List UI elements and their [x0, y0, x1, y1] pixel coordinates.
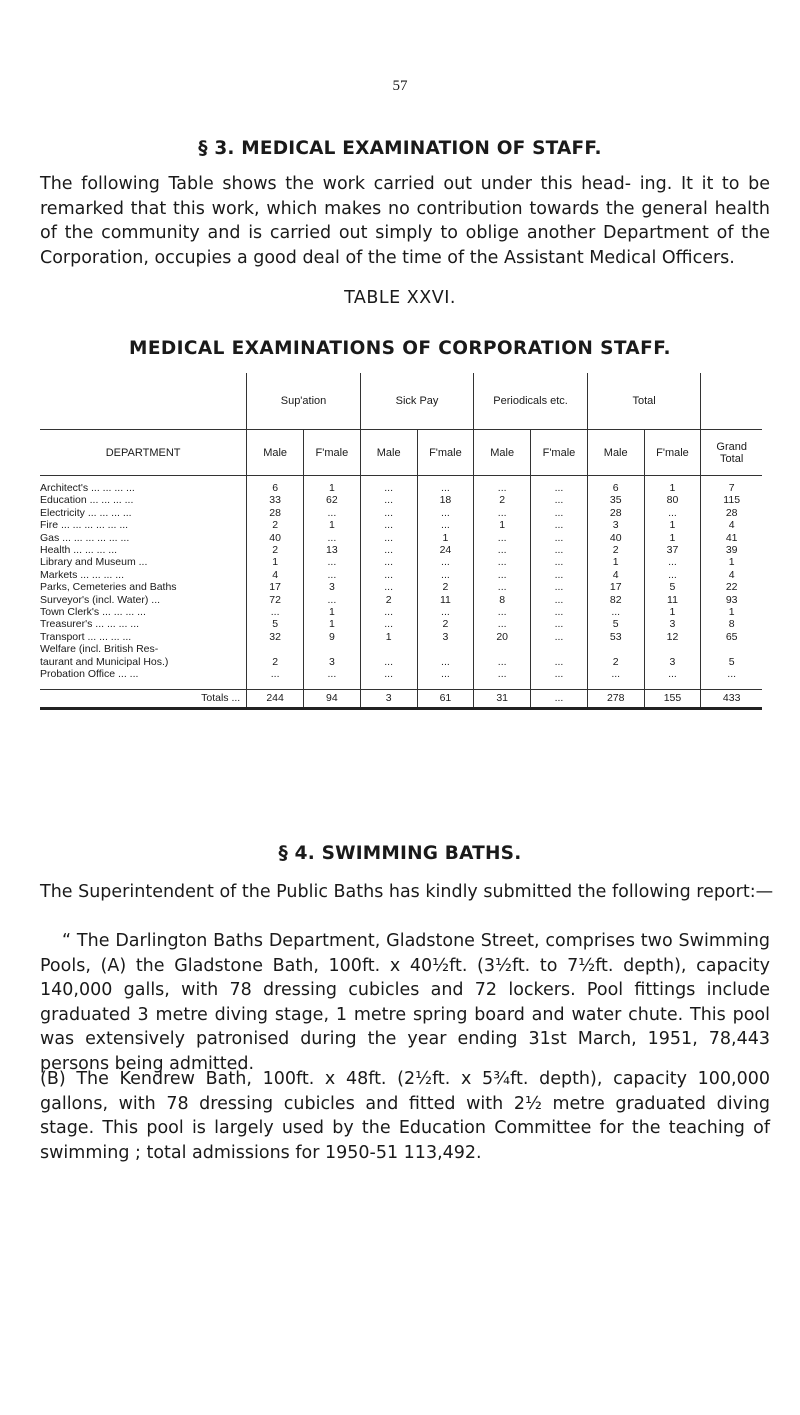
table-cell: ...	[304, 532, 361, 544]
table-cell: 94	[304, 689, 361, 708]
table-cell: 22	[701, 581, 762, 593]
table-cell: 3	[644, 618, 701, 630]
table-cell: 1	[701, 556, 762, 568]
table-row	[40, 606, 762, 618]
table-cell: 28	[587, 507, 644, 519]
table-cell: ...	[304, 594, 361, 606]
department-name: Gas ... ... ... ... ... ...	[40, 531, 130, 544]
table-cell: 13	[304, 544, 361, 556]
table-cell: ...	[360, 556, 417, 568]
table-cell	[417, 643, 474, 655]
table-cell: 5	[587, 618, 644, 630]
table-cell: ...	[304, 668, 361, 680]
table-cell: 41	[701, 532, 762, 544]
group-header-periodicals: Periodicals etc.	[474, 373, 588, 430]
table-cell: 8	[474, 594, 531, 606]
table-cell	[531, 643, 588, 655]
section-3-heading: § 3. MEDICAL EXAMINATION OF STAFF.	[198, 138, 602, 159]
table-cell: 1	[417, 532, 474, 544]
table-cell: 1	[644, 519, 701, 531]
table-cell: 3	[360, 689, 417, 708]
table-cell: ...	[531, 668, 588, 680]
table-cell: ...	[644, 569, 701, 581]
sub-header: F'male	[417, 430, 474, 476]
table-cell: ...	[644, 556, 701, 568]
table-cell: 1	[304, 606, 361, 618]
table-cell: ...	[304, 556, 361, 568]
table-cell: ...	[474, 668, 531, 680]
totals-row	[40, 689, 762, 708]
table-cell: ...	[701, 668, 762, 680]
department-name: Library and Museum ...	[40, 556, 148, 569]
table-cell: 1	[644, 532, 701, 544]
group-header-sick-pay: Sick Pay	[360, 373, 474, 430]
table-cell: ...	[360, 544, 417, 556]
table-row	[40, 631, 762, 643]
group-header-row	[40, 373, 762, 430]
table-row	[40, 507, 762, 519]
table-row	[40, 618, 762, 630]
table-cell: 9	[304, 631, 361, 643]
table-cell: ...	[644, 668, 701, 680]
dept-header-blank	[40, 373, 247, 430]
table-row	[40, 556, 762, 568]
table-cell: 61	[417, 689, 474, 708]
department-name: Architect's ... ... ... ...	[40, 482, 135, 494]
table-cell	[474, 643, 531, 655]
group-header-total: Total	[587, 373, 701, 430]
table-cell: 20	[474, 631, 531, 643]
table-cell: 5	[644, 581, 701, 593]
department-name: Probation Office ... ...	[40, 668, 139, 681]
section-3-paragraph: The following Table shows the work carried out under this head- ing. It it to be remarked that this work, which makes no contribution towards the general health of the community and is carried out simply to oblige another Department of the Corporation, occupies a good deal of the time of the Assistant Medical Officers.	[40, 174, 770, 268]
table-cell: 278	[587, 689, 644, 708]
gladstone-bath-paragraph: “ The Darlington Baths Department, Gladstone Street, comprises two Swimming Pools, (A) the Gladstone Bath, 100ft. x 40½ft. (3½ft. to 7½ft. depth), capacity 140,000 galls, with 78 dressing cubicles and 72 lockers. Pool fittings include graduated 3 metre diving stage, 1 metre spring board and water chute. This pool was extensively patronised during the year ending 31st March, 1951, 78,443 persons being admitted.	[40, 931, 770, 1074]
table-cell: ...	[531, 594, 588, 606]
department-name: Parks, Cemeteries and Baths	[40, 581, 177, 594]
table-cell: 17	[587, 581, 644, 593]
table-cell: ...	[360, 618, 417, 630]
table-cell: 53	[587, 631, 644, 643]
table-row	[40, 594, 762, 606]
table-cell: 244	[247, 689, 304, 708]
table-cell: ...	[474, 544, 531, 556]
department-name: Transport ... ... ... ...	[40, 630, 132, 643]
sub-header: Male	[474, 430, 531, 476]
table-cell: 2	[417, 618, 474, 630]
table-cell: ...	[360, 606, 417, 618]
table-cell: ...	[360, 519, 417, 531]
table-cell: ...	[474, 569, 531, 581]
table-cell: ...	[531, 532, 588, 544]
table-cell: 6	[247, 482, 304, 494]
table-cell: 2	[587, 656, 644, 668]
table-row	[40, 482, 762, 494]
grand-total-header-blank	[701, 373, 762, 430]
table-cell	[701, 643, 762, 655]
table-cell: ...	[360, 494, 417, 506]
table-cell: ...	[360, 507, 417, 519]
table-cell: ...	[474, 618, 531, 630]
table-cell: ...	[531, 581, 588, 593]
table-cell: 5	[247, 618, 304, 630]
table-cell: 115	[701, 494, 762, 506]
table-cell: ...	[247, 668, 304, 680]
table-cell: 1	[701, 606, 762, 618]
table-cell	[247, 643, 304, 655]
table-cell: 6	[587, 482, 644, 494]
spacer-cell	[474, 681, 531, 690]
table-row	[40, 494, 762, 506]
table-cell: ...	[247, 606, 304, 618]
table-cell: 62	[304, 494, 361, 506]
table-cell: 4	[587, 569, 644, 581]
table-cell: 82	[587, 594, 644, 606]
table-cell: ...	[360, 532, 417, 544]
table-cell: ...	[417, 507, 474, 519]
sub-header-row	[40, 430, 762, 476]
table-cell: 32	[247, 631, 304, 643]
table-cell: 35	[587, 494, 644, 506]
table-cell: 28	[701, 507, 762, 519]
table-cell: 1	[474, 519, 531, 531]
spacer-cell	[247, 681, 304, 690]
table-cell: ...	[474, 606, 531, 618]
spacer-cell	[360, 681, 417, 690]
spacer-cell	[40, 681, 247, 690]
table-cell: ...	[644, 507, 701, 519]
table-cell: 2	[247, 544, 304, 556]
table-cell: ...	[360, 581, 417, 593]
table-cell: ...	[474, 556, 531, 568]
department-name: Markets ... ... ... ...	[40, 568, 125, 581]
table-cell: 2	[587, 544, 644, 556]
department-name: Totals ...	[40, 689, 247, 708]
table-cell: 3	[644, 656, 701, 668]
section-4-intro: The Superintendent of the Public Baths has kindly submitted the following report:—	[40, 882, 774, 902]
table-cell: ...	[531, 494, 588, 506]
table-cell: 72	[247, 594, 304, 606]
department-name: Welfare (incl. British Res-	[40, 643, 159, 656]
table-cell: 31	[474, 689, 531, 708]
table-cell: 1	[644, 606, 701, 618]
table-cell: 2	[417, 581, 474, 593]
table-cell: 24	[417, 544, 474, 556]
table-cell: ...	[531, 689, 588, 708]
table-cell: 1	[304, 482, 361, 494]
table-cell: ...	[531, 556, 588, 568]
table-cell: ...	[531, 544, 588, 556]
table-cell: 2	[247, 656, 304, 668]
table-cell: ...	[360, 656, 417, 668]
table-cell: ...	[587, 606, 644, 618]
table-cell: ...	[417, 569, 474, 581]
table-cell: 8	[701, 618, 762, 630]
table-cell: 3	[417, 631, 474, 643]
table-cell: 1	[304, 519, 361, 531]
table-cell: 11	[644, 594, 701, 606]
table-caption: TABLE XXVI.	[344, 288, 456, 308]
table-cell: ...	[474, 581, 531, 593]
table-row	[40, 668, 762, 680]
table-row	[40, 581, 762, 593]
table-spacer-row	[40, 681, 762, 690]
table-cell: 4	[247, 569, 304, 581]
table-cell: 18	[417, 494, 474, 506]
table-cell: ...	[531, 606, 588, 618]
table-cell	[304, 643, 361, 655]
section-4-heading: § 4. SWIMMING BATHS.	[278, 843, 522, 864]
table-cell: ...	[474, 656, 531, 668]
table-cell: ...	[304, 569, 361, 581]
table-cell: 80	[644, 494, 701, 506]
table-cell: 5	[701, 656, 762, 668]
table-cell: ...	[531, 618, 588, 630]
table-cell: ...	[360, 668, 417, 680]
table-cell: ...	[417, 556, 474, 568]
table-cell: 7	[701, 482, 762, 494]
department-name: Treasurer's ... ... ... ...	[40, 618, 140, 631]
table-cell	[587, 643, 644, 655]
table-cell: 65	[701, 631, 762, 643]
grand-total-header: Grand Total	[701, 430, 762, 476]
kendrew-bath-paragraph: (B) The Kendrew Bath, 100ft. x 48ft. (2½ft. x 5¾ft. depth), capacity 100,000 gallons, with 78 dressing cubicles and fitted with 2½ metre graduated diving stage. This pool is largely used by the Education Committee for the teaching of swimming ; total admissions for 1950-51 113,492.	[40, 1069, 770, 1163]
table-cell: 28	[247, 507, 304, 519]
table-cell: 1	[360, 631, 417, 643]
table-cell: ...	[360, 482, 417, 494]
table-cell: ...	[531, 631, 588, 643]
table-title: MEDICAL EXAMINATIONS OF CORPORATION STAFF.	[129, 338, 671, 359]
table-cell: ...	[474, 507, 531, 519]
table-cell: 93	[701, 594, 762, 606]
table-cell: ...	[474, 532, 531, 544]
table-cell: ...	[417, 519, 474, 531]
table-cell: ...	[531, 482, 588, 494]
table-cell: 33	[247, 494, 304, 506]
department-name: Electricity ... ... ... ...	[40, 506, 132, 519]
sub-header: F'male	[531, 430, 588, 476]
table-cell: ...	[360, 569, 417, 581]
department-name: Education ... ... ... ...	[40, 494, 134, 507]
sub-header: Male	[360, 430, 417, 476]
spacer-cell	[644, 681, 701, 690]
staff-examinations-table	[40, 373, 762, 710]
department-header: DEPARTMENT	[40, 430, 247, 476]
department-name: Surveyor's (incl. Water) ...	[40, 593, 161, 606]
table-cell: 11	[417, 594, 474, 606]
table-cell: 3	[304, 581, 361, 593]
table-cell: 1	[587, 556, 644, 568]
table-cell: 155	[644, 689, 701, 708]
table-cell: ...	[474, 482, 531, 494]
table-cell: 40	[247, 532, 304, 544]
department-name: taurant and Municipal Hos.)	[40, 655, 169, 668]
department-name: Fire ... ... ... ... ... ...	[40, 519, 129, 532]
table-cell: ...	[531, 656, 588, 668]
sub-header: F'male	[644, 430, 701, 476]
table-row	[40, 532, 762, 544]
table-cell	[644, 643, 701, 655]
table-cell: ...	[531, 569, 588, 581]
table-cell: 1	[247, 556, 304, 568]
table-cell: 3	[304, 656, 361, 668]
department-name: Town Clerk's ... ... ... ...	[40, 606, 146, 619]
table-cell: 37	[644, 544, 701, 556]
table-cell: ...	[417, 606, 474, 618]
table-cell: ...	[417, 656, 474, 668]
table-cell: 17	[247, 581, 304, 593]
table-row	[40, 656, 762, 668]
spacer-cell	[417, 681, 474, 690]
spacer-cell	[587, 681, 644, 690]
table-cell: ...	[587, 668, 644, 680]
table-cell: ...	[417, 668, 474, 680]
page-number: 57	[392, 78, 408, 94]
table-cell: ...	[531, 519, 588, 531]
sub-header: Male	[247, 430, 304, 476]
table-row	[40, 643, 762, 655]
spacer-cell	[701, 681, 762, 690]
table-cell: 433	[701, 689, 762, 708]
spacer-cell	[531, 681, 588, 690]
table-cell: ...	[417, 482, 474, 494]
table-cell: 4	[701, 519, 762, 531]
table-cell: 39	[701, 544, 762, 556]
table-cell: 40	[587, 532, 644, 544]
table-cell: ...	[304, 507, 361, 519]
table-cell: 3	[587, 519, 644, 531]
table-cell: 4	[701, 569, 762, 581]
table-row	[40, 544, 762, 556]
table-cell: 2	[360, 594, 417, 606]
table-cell: 2	[474, 494, 531, 506]
table-cell: 2	[247, 519, 304, 531]
table-cell: 1	[304, 618, 361, 630]
table-row	[40, 519, 762, 531]
table-cell: 12	[644, 631, 701, 643]
sub-header: Male	[587, 430, 644, 476]
table-cell: 1	[644, 482, 701, 494]
spacer-cell	[304, 681, 361, 690]
table-row	[40, 569, 762, 581]
sub-header: F'male	[304, 430, 361, 476]
table-cell	[360, 643, 417, 655]
table-cell: ...	[531, 507, 588, 519]
department-name: Health ... ... ... ...	[40, 544, 118, 557]
group-header-superannuation: Sup'ation	[247, 373, 361, 430]
